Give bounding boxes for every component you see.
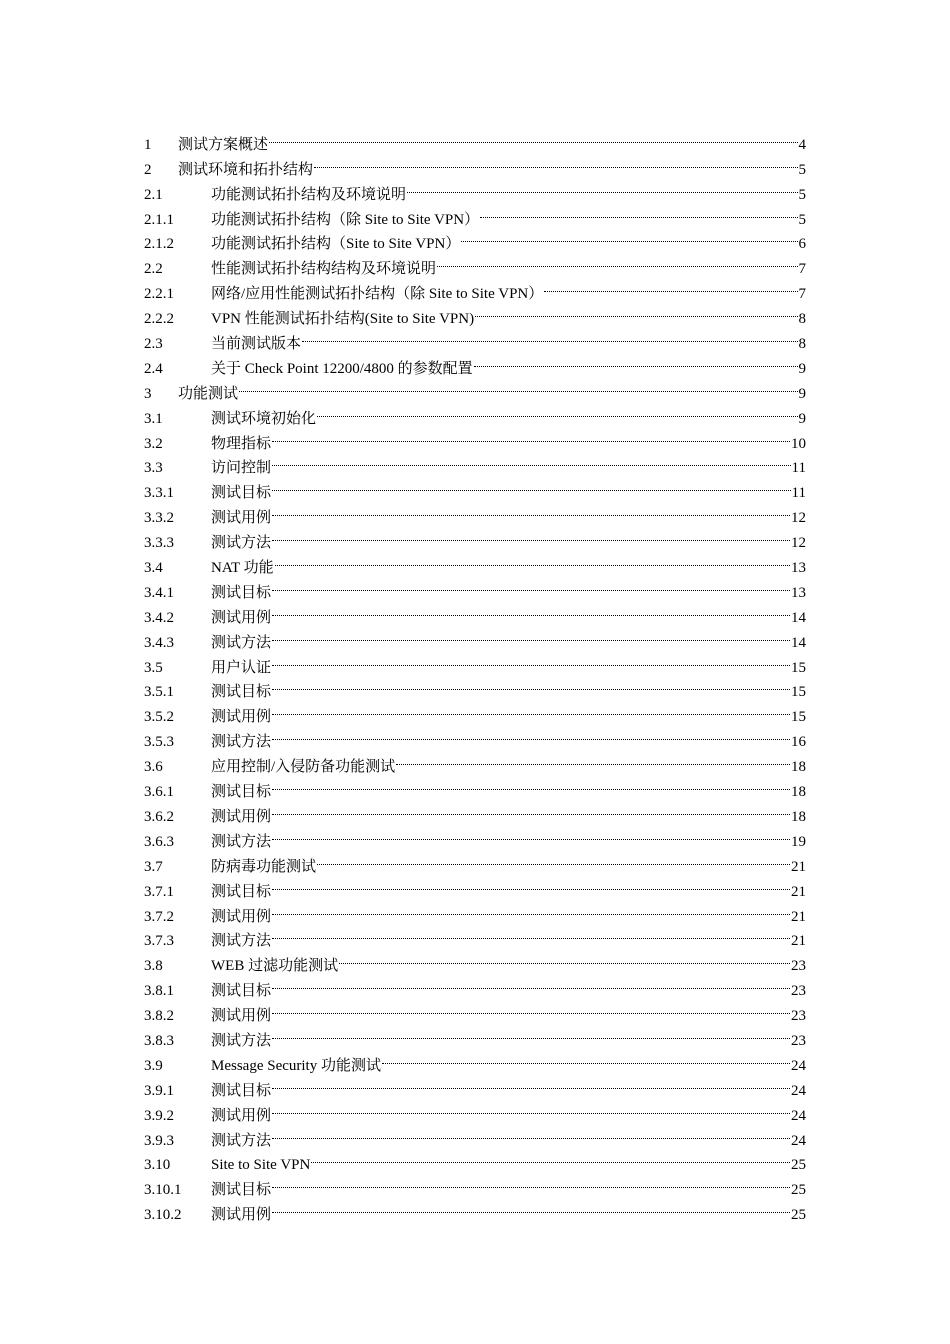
toc-dot-leader [311,1145,790,1170]
toc-entry-page-number: 10 [791,435,806,452]
toc-entry-number: 3.1 [144,410,163,427]
toc-entry-page-number: 9 [798,360,806,377]
toc-entry[interactable] [144,1169,806,1199]
toc-entry-title: 测试用例 [211,808,272,825]
toc-entry-title: 测试目标 [211,1182,272,1199]
toc-dot-leader [272,522,790,547]
toc-entry-title: 测试环境初始化 [211,410,317,427]
toc-dot-leader [272,472,791,497]
toc-entry-title: 测试目标 [211,485,272,502]
toc-entry-title: 用户认证 [211,659,272,676]
toc-entry[interactable] [144,199,806,228]
toc-entry-title: 测试方案概述 [178,136,269,153]
toc-entry-title: 测试环境和拓扑结构 [178,161,314,178]
toc-entry[interactable] [144,896,806,925]
toc-entry[interactable] [144,497,806,527]
toc-entry[interactable] [144,273,806,303]
toc-entry-number: 3.8.2 [144,1008,174,1025]
toc-entry-page-number: 15 [791,709,806,726]
toc-entry[interactable] [144,522,806,552]
toc-entry-number: 3.6.1 [144,784,174,801]
toc-entry-number: 3.8.1 [144,983,174,1000]
toc-entry-page-number: 5 [798,211,806,228]
toc-dot-leader [317,398,797,423]
toc-entry[interactable] [144,721,806,751]
toc-dot-leader [272,423,790,448]
toc-dot-leader [480,199,797,224]
toc-entry-page-number: 12 [791,535,806,552]
toc-dot-leader [272,995,790,1020]
toc-entry-title: 测试用例 [211,709,272,726]
toc-entry-page-number: 15 [791,659,806,676]
toc-entry-title: WEB 过滤功能测试 [211,958,339,975]
toc-entry[interactable] [144,995,806,1025]
toc-entry-number: 3.3.1 [144,485,174,502]
toc-entry-number: 3.3 [144,460,163,477]
toc-entry-page-number: 7 [798,286,806,303]
toc-dot-leader [317,846,790,871]
toc-dot-leader [475,298,797,323]
toc-entry[interactable] [144,174,806,203]
toc-entry-number: 3.6 [144,759,163,776]
toc-dot-leader [272,1095,790,1120]
toc-entry-title: 访问控制 [211,460,272,477]
toc-entry-title: 应用控制/入侵防备功能测试 [211,759,396,776]
toc-entry[interactable] [144,323,806,353]
toc-entry-page-number: 9 [798,410,806,427]
toc-dot-leader [314,149,797,174]
toc-dot-leader [382,1045,790,1070]
toc-entry-number: 3.3.3 [144,535,174,552]
toc-entry-title: 测试方法 [211,1032,272,1049]
toc-entry-number: 3.4.3 [144,634,174,651]
toc-entry-title: NAT 功能 [211,560,274,577]
toc-entry-title: 防病毒功能测试 [211,858,317,875]
toc-entry[interactable] [144,572,806,601]
toc-dot-leader [272,821,790,846]
toc-entry-number: 3.9.3 [144,1132,174,1149]
toc-dot-leader [239,373,797,398]
toc-entry-page-number: 7 [798,261,806,278]
toc-entry-page-number: 4 [798,136,806,153]
toc-entry-page-number: 13 [791,584,806,601]
toc-entry[interactable] [144,1194,806,1224]
toc-dot-leader [272,1194,790,1219]
toc-entry-title: VPN 性能测试拓扑结构(Site to Site VPN) [211,311,475,328]
toc-entry-title: 测试目标 [211,684,272,701]
toc-entry-title: Site to Site VPN [211,1157,311,1174]
toc-entry[interactable] [144,373,806,402]
table-of-contents [144,124,806,1224]
toc-entry[interactable] [144,970,806,1000]
toc-entry[interactable] [144,746,806,776]
toc-entry-number: 3.8.3 [144,1032,174,1049]
toc-entry[interactable] [144,1020,806,1049]
toc-entry-number: 3.7.2 [144,908,174,925]
toc-entry-number: 3.8 [144,958,163,975]
toc-entry-title: 测试方法 [211,1132,272,1149]
toc-entry[interactable] [144,248,806,278]
toc-dot-leader [396,746,790,771]
toc-entry-page-number: 21 [791,908,806,925]
toc-dot-leader [272,871,790,896]
toc-entry-page-number: 23 [791,1032,806,1049]
toc-entry-page-number: 25 [791,1207,806,1224]
toc-entry-page-number: 21 [791,883,806,900]
toc-entry-number: 3.9.2 [144,1107,174,1124]
toc-entry-title: 测试用例 [211,1107,272,1124]
toc-entry-number: 3.9.1 [144,1082,174,1099]
toc-entry-title: 功能测试拓扑结构及环境说明 [211,186,407,203]
toc-dot-leader [407,174,797,199]
toc-entry-number: 1 [144,136,152,153]
toc-dot-leader [272,1020,790,1045]
toc-entry-number: 3.10.1 [144,1182,182,1199]
toc-entry-title: 测试用例 [211,609,272,626]
toc-entry-number: 2.2 [144,261,163,278]
toc-entry-page-number: 24 [791,1082,806,1099]
toc-entry-number: 3.5 [144,659,163,676]
toc-entry[interactable] [144,298,806,328]
toc-entry-page-number: 12 [791,510,806,527]
toc-dot-leader [272,622,790,647]
toc-entry[interactable] [144,921,806,950]
toc-entry-page-number: 9 [798,385,806,402]
toc-dot-leader [272,1169,790,1194]
toc-entry-page-number: 19 [791,833,806,850]
toc-dot-leader [272,721,790,746]
toc-entry-number: 2.1.1 [144,211,174,228]
toc-entry[interactable] [144,597,806,626]
toc-entry[interactable] [144,448,806,477]
toc-entry-number: 2.2.1 [144,286,174,303]
toc-entry-title: 测试目标 [211,883,272,900]
toc-dot-leader [272,696,790,721]
toc-entry-title: 测试目标 [211,1082,272,1099]
toc-entry[interactable] [144,1070,806,1099]
toc-entry-number: 2.1.2 [144,236,174,253]
toc-entry-title: 测试目标 [211,983,272,1000]
toc-entry[interactable] [144,547,806,577]
toc-entry-page-number: 11 [791,460,806,477]
toc-entry-number: 3.7.3 [144,933,174,950]
toc-entry[interactable] [144,1095,806,1124]
toc-entry[interactable] [144,149,806,178]
toc-entry-number: 3.2 [144,435,163,452]
toc-entry-number: 2 [144,161,152,178]
toc-entry-page-number: 24 [791,1132,806,1149]
toc-entry-number: 3.5.2 [144,709,174,726]
toc-entry[interactable] [144,945,806,975]
toc-dot-leader [437,248,797,273]
toc-dot-leader [272,771,790,796]
toc-dot-leader [272,1070,790,1095]
toc-dot-leader [474,348,798,373]
toc-entry[interactable] [144,821,806,850]
toc-entry-page-number: 5 [798,186,806,203]
toc-entry-number: 3.7.1 [144,883,174,900]
toc-entry-page-number: 18 [791,808,806,825]
toc-entry-page-number: 18 [791,759,806,776]
toc-entry-page-number: 6 [798,236,806,253]
toc-entry-number: 3.10 [144,1157,171,1174]
toc-entry-page-number: 23 [791,958,806,975]
toc-dot-leader [272,647,790,672]
toc-dot-leader [272,672,790,697]
toc-dot-leader [339,945,790,970]
toc-entry-title: 测试方法 [211,933,272,950]
toc-entry-title: 当前测试版本 [211,336,302,353]
toc-entry[interactable] [144,672,806,701]
toc-entry-page-number: 24 [791,1057,806,1074]
toc-entry-page-number: 24 [791,1107,806,1124]
toc-dot-leader [272,896,790,921]
toc-dot-leader [272,970,790,995]
toc-entry-title: 网络/应用性能测试拓扑结构（除 Site to Site VPN） [211,286,544,303]
toc-entry-title: 测试方法 [211,535,272,552]
toc-dot-leader [544,273,797,298]
toc-dot-leader [461,224,797,249]
toc-entry[interactable] [144,398,806,427]
toc-entry-page-number: 15 [791,684,806,701]
toc-entry-title: 功能测试 [178,385,239,402]
toc-entry[interactable] [144,796,806,825]
toc-entry[interactable] [144,647,806,676]
toc-entry-page-number: 14 [791,609,806,626]
toc-dot-leader [272,497,790,522]
toc-entry-page-number: 5 [798,161,806,178]
toc-entry-page-number: 11 [791,485,806,502]
toc-entry-page-number: 21 [791,933,806,950]
toc-entry-number: 3.10.2 [144,1207,182,1224]
toc-entry-title: 测试目标 [211,784,272,801]
toc-entry-title: Message Security 功能测试 [211,1057,381,1074]
toc-entry-number: 2.3 [144,336,163,353]
toc-entry-page-number: 8 [798,336,806,353]
toc-entry-page-number: 25 [791,1157,806,1174]
toc-entry-number: 3.7 [144,858,163,875]
toc-entry-title: 测试用例 [211,908,272,925]
toc-entry-number: 3.3.2 [144,510,174,527]
toc-dot-leader [302,323,797,348]
toc-entry-title: 关于 Check Point 12200/4800 的参数配置 [211,360,473,377]
toc-dot-leader [272,921,790,946]
toc-entry-page-number: 25 [791,1182,806,1199]
toc-entry-title: 测试方法 [211,734,272,751]
toc-dot-leader [272,572,790,597]
toc-entry-page-number: 8 [798,311,806,328]
toc-entry-title: 测试方法 [211,833,272,850]
toc-entry-number: 3.5.3 [144,734,174,751]
toc-entry[interactable] [144,1120,806,1149]
toc-entry-number: 2.1 [144,186,163,203]
toc-entry[interactable] [144,1045,806,1074]
toc-entry-page-number: 16 [791,734,806,751]
toc-entry[interactable] [144,696,806,726]
toc-entry-number: 3.5.1 [144,684,174,701]
toc-entry-title: 物理指标 [211,435,272,452]
toc-entry-number: 3.6.3 [144,833,174,850]
toc-dot-leader [272,597,790,622]
toc-entry-number: 3.4 [144,560,163,577]
toc-entry[interactable] [144,472,806,502]
toc-dot-leader [275,547,790,572]
toc-entry[interactable] [144,771,806,801]
toc-entry[interactable] [144,224,806,253]
toc-entry[interactable] [144,846,806,875]
toc-entry-number: 3.4.1 [144,584,174,601]
toc-entry-title: 测试用例 [211,1207,272,1224]
toc-entry-number: 3.9 [144,1057,163,1074]
toc-dot-leader [272,796,790,821]
toc-entry-page-number: 18 [791,784,806,801]
toc-entry-number: 2.2.2 [144,311,174,328]
toc-entry-page-number: 13 [791,560,806,577]
toc-entry-number: 3.6.2 [144,808,174,825]
toc-entry-page-number: 23 [791,1008,806,1025]
toc-entry-title: 测试方法 [211,634,272,651]
toc-entry[interactable] [144,124,806,153]
toc-entry-page-number: 23 [791,983,806,1000]
toc-entry-title: 测试用例 [211,1008,272,1025]
toc-entry[interactable] [144,423,806,452]
toc-dot-leader [269,124,797,149]
toc-entry-number: 3 [144,385,152,402]
toc-entry-title: 功能测试拓扑结构（除 Site to Site VPN） [211,211,480,228]
toc-entry-title: 性能测试拓扑结构结构及环境说明 [211,261,437,278]
toc-entry-title: 测试目标 [211,584,272,601]
toc-entry-page-number: 21 [791,858,806,875]
toc-entry-page-number: 14 [791,634,806,651]
toc-dot-leader [272,1120,790,1145]
toc-entry-number: 3.4.2 [144,609,174,626]
toc-entry-title: 功能测试拓扑结构（Site to Site VPN） [211,236,461,253]
toc-entry[interactable] [144,1145,806,1174]
toc-entry[interactable] [144,871,806,900]
toc-entry-title: 测试用例 [211,510,272,527]
toc-entry-number: 2.4 [144,360,163,377]
toc-entry[interactable] [144,348,806,377]
toc-entry[interactable] [144,622,806,651]
toc-dot-leader [272,448,791,473]
